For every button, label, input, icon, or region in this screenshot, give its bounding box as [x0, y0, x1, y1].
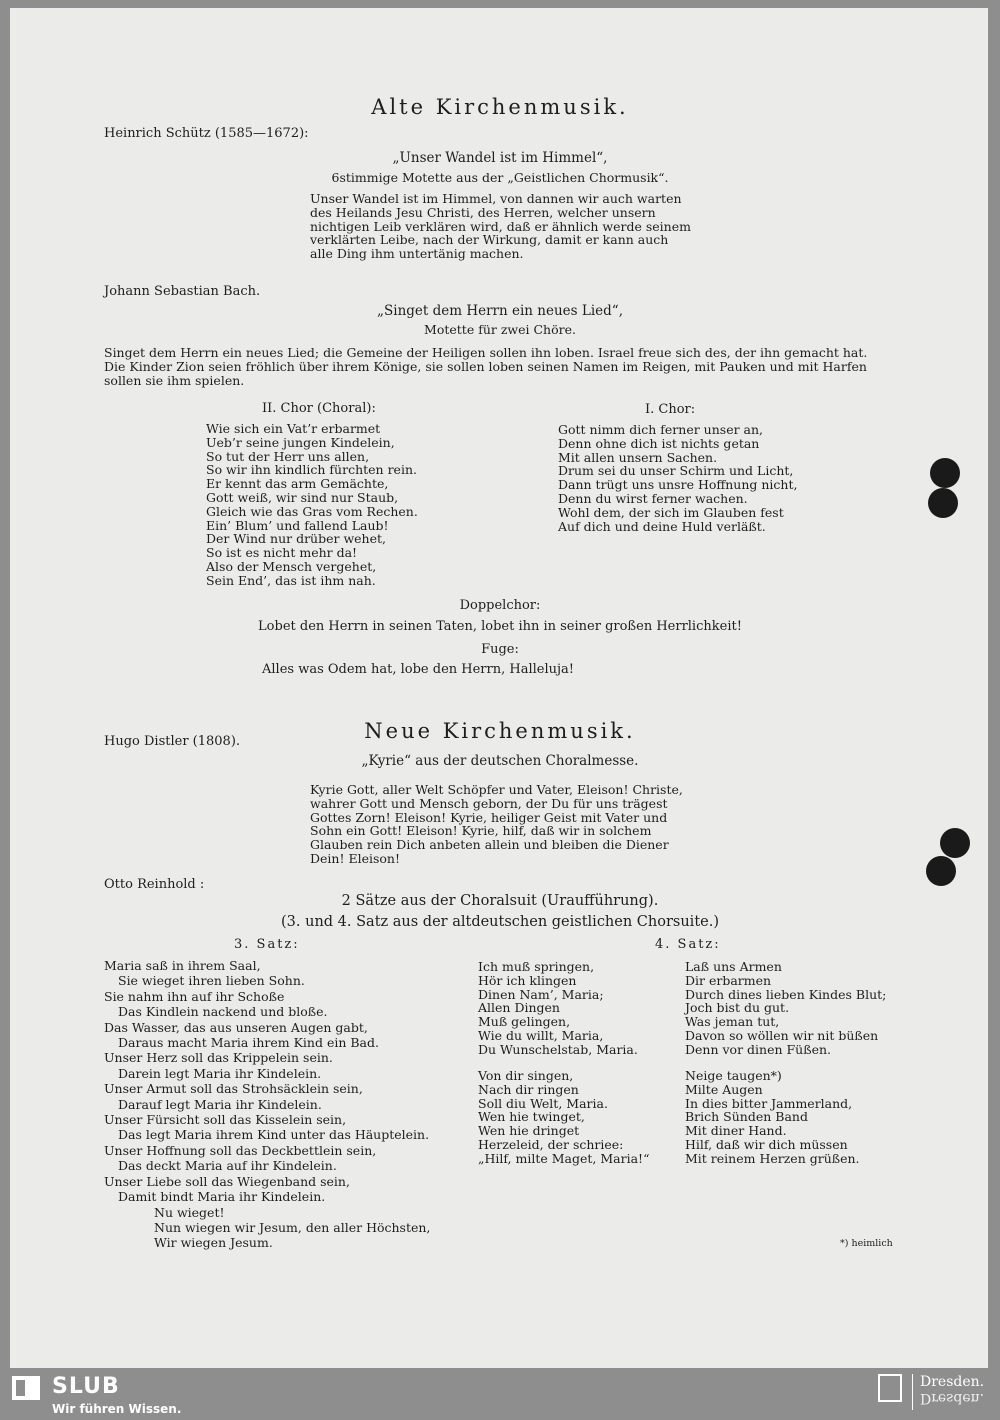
text-line: Hilf, daß wir dich müssen: [685, 1136, 848, 1152]
satz4-col-b1: [685, 960, 886, 1057]
satz3-heading: 3. Satz:: [234, 937, 300, 952]
text-line: Ein’ Blum’ und fallend Laub!: [206, 517, 389, 533]
text-line: Denn vor dinen Füßen.: [685, 1041, 831, 1057]
work-title-bach: „Singet dem Herrn ein neues Lied“,: [377, 303, 623, 319]
text-line: Drum sei du unser Schirm und Licht,: [558, 463, 794, 479]
text-line: Ueb’r seine jungen Kindelein,: [206, 434, 395, 450]
text-line: Unser Fürsicht soll das Kisselein sein,: [104, 1112, 347, 1128]
work-subtitle-schuetz: 6stimmige Motette aus der „Geistlichen Chormusik“.: [331, 170, 669, 185]
text-line: nichtigen Leib verklären wird, daß er ähnlich werde seinem: [310, 218, 691, 234]
work-title-schuetz: „Unser Wandel ist im Himmel“,: [392, 150, 608, 166]
composer-bach: Johann Sebastian Bach.: [104, 284, 261, 299]
text-line: Mit allen unsern Sachen.: [558, 449, 718, 465]
text-line: Muß gelingen,: [478, 1014, 571, 1030]
choir1-heading: I. Chor:: [645, 402, 696, 417]
doppelchor-heading: Doppelchor:: [459, 598, 541, 613]
text-line: Wir wiegen Jesum.: [154, 1235, 273, 1251]
text-line: Wie du willt, Maria,: [478, 1027, 604, 1043]
text-line: Hör ich klingen: [478, 972, 577, 988]
text-line: Denn ohne dich ist nichts getan: [558, 435, 760, 451]
work-title-reinhold-1: 2 Sätze aus der Choralsuit (Uraufführung).: [341, 893, 659, 909]
footer-divider: [912, 1374, 913, 1410]
punch-hole-2: [928, 488, 958, 518]
satz4-col-a1: [478, 960, 638, 1057]
punch-hole-4: [926, 856, 956, 886]
text-line: Laß uns Armen: [685, 959, 782, 974]
text-line: Dein! Eleison!: [310, 850, 400, 866]
text-line: Darein legt Maria ihr Kindelein.: [118, 1065, 322, 1081]
text-line: verklärten Leibe, nach der Wirkung, damit er kann auch: [310, 232, 669, 248]
text-line: Joch bist du gut.: [685, 1000, 790, 1016]
text-line: Das Wasser, das aus unseren Augen gabt,: [104, 1019, 368, 1035]
text-line: Kyrie Gott, aller Welt Schöpfer und Vater, Eleison! Christe,: [310, 782, 683, 797]
text-schuetz: [310, 192, 691, 261]
dresden-crest-icon: [878, 1374, 902, 1402]
text-line: Dann trügt uns unsre Hoffnung nicht,: [558, 477, 798, 493]
text-line: Wen hie dringet: [478, 1123, 580, 1139]
viewer-footer: [0, 1370, 1000, 1420]
doppelchor-text: Lobet den Herrn in seinen Taten, lobet ihn in seiner großen Herrlichkeit!: [258, 619, 742, 634]
text-line: So tut der Herr uns allen,: [206, 448, 370, 464]
text-line: Gottes Zorn! Eleison! Kyrie, heiliger Geist mit Vater und: [310, 809, 668, 825]
choir1-text: [558, 423, 797, 533]
fuge-heading: Fuge:: [481, 642, 519, 657]
text-line: Nach dir ringen: [478, 1081, 579, 1097]
footnote: *) heimlich: [840, 1238, 893, 1249]
satz4-heading: 4. Satz:: [655, 937, 721, 952]
text-line: Die Kinder Zion seien fröhlich über ihrem Könige, sie sollen loben seinen Namen im Reigen, mit Pauken und mit Harfen: [104, 358, 867, 374]
slub-brand[interactable]: SLUB: [52, 1374, 120, 1399]
text-line: Das legt Maria ihrem Kind unter das Häuptelein.: [118, 1127, 430, 1143]
text-distler: [310, 783, 683, 866]
text-line: Mit diner Hand.: [685, 1123, 787, 1139]
fuge-text: Alles was Odem hat, lobe den Herrn, Halleluja!: [262, 662, 575, 677]
text-line: Sohn ein Gott! Eleison! Kyrie, hilf, daß wir in solchem: [310, 823, 652, 839]
satz4-col-a2: [478, 1069, 649, 1166]
text-line: Unser Liebe soll das Wiegenband sein,: [104, 1173, 350, 1189]
punch-hole-1: [930, 458, 960, 488]
text-line: Durch dines lieben Kindes Blut;: [685, 986, 887, 1002]
work-subtitle-bach: Motette für zwei Chöre.: [424, 322, 576, 337]
punch-hole-3: [940, 828, 970, 858]
text-line: Neige taugen*): [685, 1068, 782, 1083]
composer-schuetz: Heinrich Schütz (1585—1672):: [104, 126, 309, 141]
text-line: Ich muß springen,: [478, 959, 595, 974]
text-line: Wie sich ein Vat’r erbarmet: [206, 421, 381, 436]
satz4-col-b2: [685, 1069, 860, 1166]
work-title-distler: „Kyrie“ aus der deutschen Choralmesse.: [361, 753, 639, 769]
text-line: Brich Sünden Band: [685, 1109, 808, 1125]
text-line: Gleich wie das Gras vom Rechen.: [206, 503, 418, 519]
composer-distler: Hugo Distler (1808).: [104, 734, 241, 749]
text-line: wahrer Gott und Mensch geborn, der Du für uns trägest: [310, 795, 668, 811]
text-line: Nu wieget!: [154, 1204, 225, 1220]
text-line: Denn du wirst ferner wachen.: [558, 490, 748, 506]
text-line: Sie wieget ihren lieben Sohn.: [118, 973, 305, 989]
text-line: Daraus macht Maria ihrem Kind ein Bad.: [118, 1035, 379, 1051]
text-line: Nun wiegen wir Jesum, den aller Höchsten,: [154, 1219, 431, 1235]
text-line: sollen sie ihm spielen.: [104, 372, 245, 388]
dresden-wordmark-mirror: Dresden.: [920, 1390, 985, 1406]
text-line: Singet dem Herrn ein neues Lied; die Gemeine der Heiligen sollen ihn loben. Israel freue sich des, der ihn gemacht hat.: [104, 345, 868, 360]
text-line: Unser Herz soll das Krippelein sein.: [104, 1050, 333, 1066]
text-line: Dir erbarmen: [685, 972, 772, 988]
text-line: Er kennt das arm Gemächte,: [206, 476, 389, 492]
text-line: In dies bitter Jammerland,: [685, 1095, 853, 1111]
text-line: Also der Mensch vergehet,: [206, 558, 377, 574]
text-line: Gott weiß, wir sind nur Staub,: [206, 489, 399, 505]
composer-reinhold: Otto Reinhold :: [104, 877, 205, 892]
choir2-heading: II. Chor (Choral):: [262, 401, 376, 416]
section-title-neue: Neue Kirchenmusik.: [364, 719, 636, 743]
satz3-text: [104, 958, 430, 1251]
section-title-alte: Alte Kirchenmusik.: [371, 95, 629, 119]
text-line: Soll diu Welt, Maria.: [478, 1095, 608, 1111]
text-line: Das Kindlein nackend und bloße.: [118, 1004, 328, 1020]
text-line: Von dir singen,: [478, 1068, 574, 1083]
text-line: Wohl dem, der sich im Glauben fest: [558, 504, 784, 520]
text-line: So ist es nicht mehr da!: [206, 545, 358, 561]
text-line: alle Ding ihm untertänig machen.: [310, 246, 524, 262]
text-line: Herzeleid, der schriee:: [478, 1136, 624, 1152]
text-line: Unser Hoffnung soll das Deckbettlein sein,: [104, 1142, 377, 1158]
text-line: Wen hie twinget,: [478, 1109, 585, 1125]
text-line: Unser Wandel ist im Himmel, von dannen wir auch warten: [310, 191, 682, 206]
text-line: des Heilands Jesu Christi, des Herren, welcher unsern: [310, 204, 656, 220]
slub-tagline: Wir führen Wissen.: [52, 1402, 182, 1416]
choir2-text: [206, 422, 418, 588]
text-line: Das deckt Maria auf ihr Kindelein.: [118, 1158, 337, 1174]
text-line: Sein End’, das ist ihm nah.: [206, 572, 376, 588]
text-line: Sie nahm ihn auf ihr Schoße: [104, 988, 285, 1004]
text-line: Du Wunschelstab, Maria.: [478, 1041, 638, 1057]
dresden-wordmark[interactable]: Dresden.: [920, 1374, 985, 1390]
text-line: Was jeman tut,: [685, 1014, 780, 1030]
text-line: Dinen Nam’, Maria;: [478, 986, 604, 1002]
text-line: Gott nimm dich ferner unser an,: [558, 422, 764, 437]
text-line: Mit reinem Herzen grüßen.: [685, 1150, 860, 1166]
text-line: Glauben rein Dich anbeten allein und bleiben die Diener: [310, 837, 669, 853]
text-line: Darauf legt Maria ihr Kindelein.: [118, 1096, 322, 1112]
text-line: Allen Dingen: [478, 1000, 560, 1016]
slub-logo-icon: [12, 1376, 40, 1400]
intro-bach: [104, 346, 894, 387]
text-line: So wir ihn kindlich fürchten rein.: [206, 462, 417, 478]
text-line: Damit bindt Maria ihr Kindelein.: [118, 1189, 326, 1205]
text-line: „Hilf, milte Maget, Maria!“: [478, 1150, 650, 1166]
text-line: Unser Armut soll das Strohsäcklein sein,: [104, 1081, 363, 1097]
text-line: Der Wind nur drüber wehet,: [206, 531, 386, 547]
work-title-reinhold-2: (3. und 4. Satz aus der altdeutschen geistlichen Chorsuite.): [281, 914, 719, 930]
text-line: Milte Augen: [685, 1081, 763, 1097]
text-line: Davon so wöllen wir nit büßen: [685, 1027, 879, 1043]
text-line: Maria saß in ihrem Saal,: [104, 958, 261, 973]
text-line: Auf dich und deine Huld verläßt.: [558, 518, 766, 534]
